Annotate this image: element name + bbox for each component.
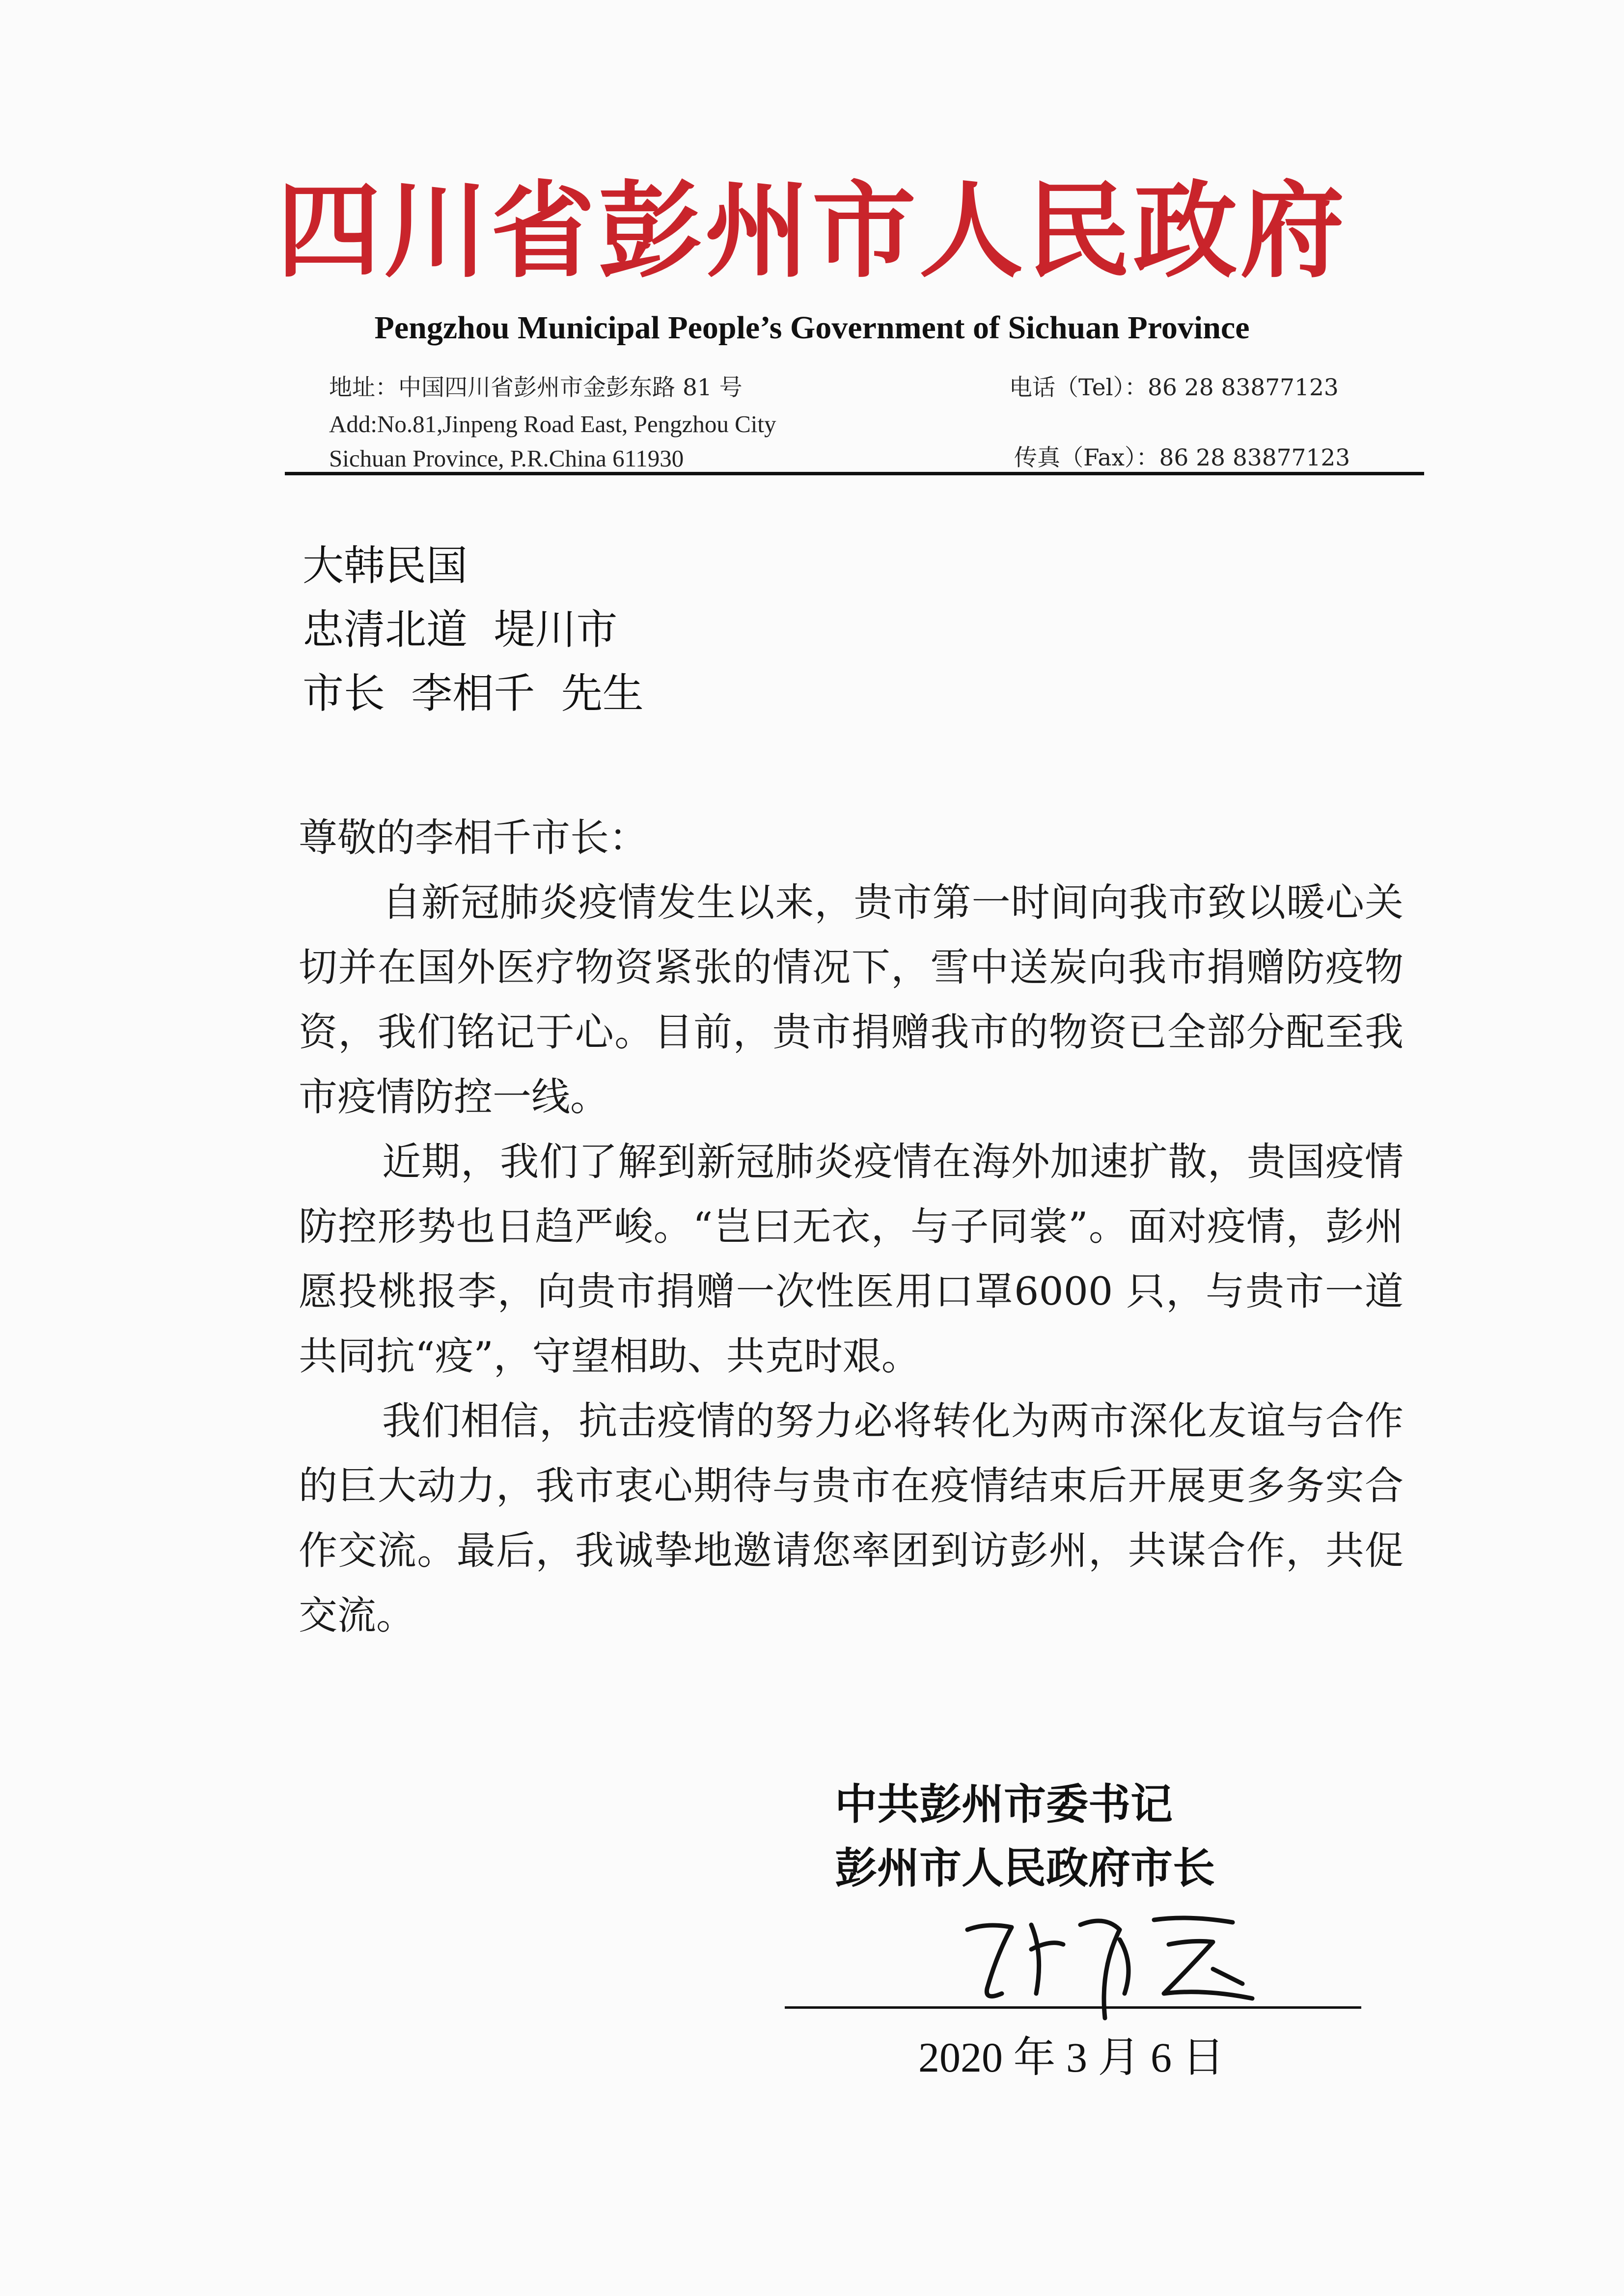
fax: 传真（Fax）：86 28 83877123 (1014, 444, 1350, 471)
letterhead-title: 四川省彭州市人民政府 (276, 169, 1348, 292)
letter-body (299, 805, 1404, 1648)
recipient-city: 忠清北道 堤川市 (303, 605, 618, 654)
signature-line (785, 2006, 1361, 2009)
paragraph-3: 我们相信，抗击疫情的努力必将转化为两市深化友谊与合作的巨大动力，我市衷心期待与贵市在疫情结束后开展更多务实合作交流。最后，我诚挚地邀请您率团到访彭州，共谋合作，共促交流。 (299, 1398, 1404, 1638)
signer-title-government: 彭州市人民政府市长 (835, 1844, 1215, 1893)
handwritten-signature (958, 1895, 1301, 2023)
recipient-name: 市长 李相千 先生 (303, 669, 644, 717)
letterhead-divider (285, 472, 1424, 475)
address-chinese: 地址：中国四川省彭州市金彭东路 81 号 (329, 374, 743, 401)
paragraph-2: 近期，我们了解到新冠肺炎疫情在海外加速扩散，贵国疫情防控形势也日趋严峻。“岂曰无衣，与子同裳”。面对疫情，彭州愿投桃报李，向贵市捐赠一次性医用口罩6000 只，与贵市一道共同抗“疫”，守望相助、共克时艰。 (299, 1139, 1404, 1379)
address-english-line1: Add:No.81,Jinpeng Road East, Pengzhou City (329, 410, 776, 437)
recipient-country: 大韩民国 (303, 542, 468, 590)
letter-date: 2020 年 3 月 6 日 (918, 2034, 1225, 2081)
address-english-line2: Sichuan Province, P.R.China 611930 (329, 445, 684, 472)
salutation: 尊敬的李相千市长： (299, 815, 648, 860)
signer-title-party: 中共彭州市委书记 (835, 1780, 1173, 1829)
telephone: 电话（Tel）：86 28 83877123 (1009, 374, 1339, 401)
paragraph-1: 自新冠肺炎疫情发生以来，贵市第一时间向我市致以暖心关切并在国外医疗物资紧张的情况下，雪中送炭向我市捐赠防疫物资，我们铭记于心。目前，贵市捐赠我市的物资已全部分配至我市疫情防控一线。 (299, 880, 1404, 1120)
letterhead-english-title: Pengzhou Municipal People’s Government of Sichuan Province (374, 310, 1250, 346)
